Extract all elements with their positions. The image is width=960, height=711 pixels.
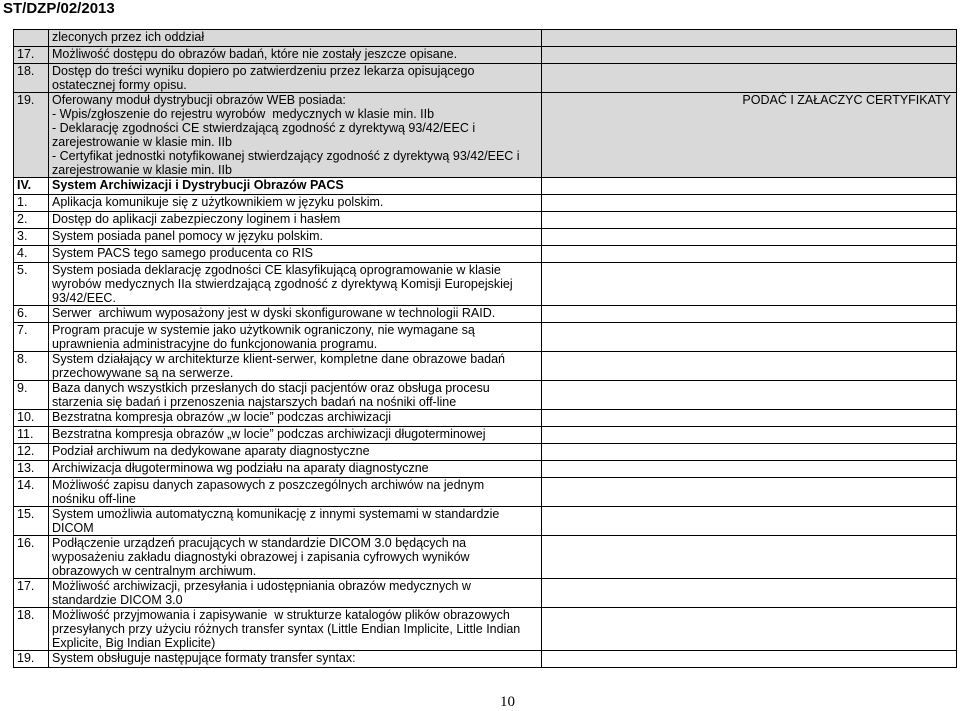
requirement-line: Archiwizacja długoterminowa wg podziału na aparaty diagnostyczne xyxy=(52,461,429,475)
note-cell xyxy=(542,507,957,536)
requirement-text xyxy=(49,93,542,178)
item-number: 9. xyxy=(14,381,49,410)
requirement-line: obrazowych w centralnym archiwum. xyxy=(52,564,257,578)
requirement-line: nośniku off-line xyxy=(52,492,136,506)
item-number: 3. xyxy=(14,229,49,246)
requirement-line: Możliwość przyjmowania i zapisywanie w strukturze katalogów plików obrazowych xyxy=(52,608,510,622)
requirement-text xyxy=(49,536,542,579)
note-cell xyxy=(542,246,957,263)
note-cell xyxy=(542,352,957,381)
requirement-line: wyposażeniu zakładu diagnostyki obrazowej i zapisania cyfrowych wyników xyxy=(52,550,470,564)
requirement-line: zarejestrowanie w klasie min. IIb xyxy=(52,163,232,177)
requirement-line: Aplikacja komunikuje się z użytkownikiem w języku polskim. xyxy=(52,195,384,209)
requirement-text xyxy=(49,30,542,47)
table-row xyxy=(14,507,957,536)
requirement-text xyxy=(49,478,542,507)
requirement-text xyxy=(49,381,542,410)
table-row xyxy=(14,608,957,651)
item-number: 17. xyxy=(14,579,49,608)
table-row xyxy=(14,306,957,323)
requirement-text xyxy=(49,306,542,323)
requirement-line: zleconych przez ich oddział xyxy=(52,30,205,44)
requirement-text xyxy=(49,427,542,444)
table-row xyxy=(14,229,957,246)
requirement-line: przechowywane są na serwerze. xyxy=(52,366,234,380)
item-number: 16. xyxy=(14,536,49,579)
note-cell xyxy=(542,579,957,608)
specification-table xyxy=(13,29,957,668)
note-cell xyxy=(542,30,957,47)
table-row xyxy=(14,64,957,93)
requirement-line: Baza danych wszystkich przesłanych do stacji pacjentów oraz obsługa procesu xyxy=(52,381,490,395)
table-row xyxy=(14,93,957,178)
table-row xyxy=(14,427,957,444)
note-text: PODAĆ I ZAŁACZYC CERTYFIKATY xyxy=(742,93,951,107)
note-cell xyxy=(542,608,957,651)
item-number: IV. xyxy=(14,178,49,195)
item-number: 17. xyxy=(14,47,49,64)
requirement-line: - Deklarację zgodności CE stwierdzającą zgodność z dyrektywą 93/42/EEC i xyxy=(52,121,476,135)
requirement-line: starzenia się badań i przenoszenia najstarszych badań na nośniki off-line xyxy=(52,395,457,409)
requirement-line: Program pracuje w systemie jako użytkownik ograniczony, nie wymagane są xyxy=(52,323,475,337)
table-row xyxy=(14,651,957,668)
item-number: 8. xyxy=(14,352,49,381)
requirement-text xyxy=(49,608,542,651)
item-number: 1. xyxy=(14,195,49,212)
requirement-line: System działający w architekturze klient-serwer, kompletne dane obrazowe badań xyxy=(52,352,506,366)
table-row xyxy=(14,410,957,427)
requirement-text xyxy=(49,47,542,64)
table-row xyxy=(14,323,957,352)
note-cell xyxy=(542,195,957,212)
requirement-text xyxy=(49,579,542,608)
note-cell xyxy=(542,410,957,427)
requirement-text xyxy=(49,352,542,381)
requirement-text xyxy=(49,195,542,212)
note-cell xyxy=(542,229,957,246)
requirement-line: wyrobów medycznych IIa stwierdzającą zgodność z dyrektywą Komisji Europejskiej xyxy=(52,277,513,291)
requirement-line: Podłączenie urządzeń pracujących w standardzie DICOM 3.0 będących na xyxy=(52,536,467,550)
requirement-line: Dostęp do aplikacji zabezpieczony loginem i hasłem xyxy=(52,212,341,226)
table-row xyxy=(14,195,957,212)
item-number: 2. xyxy=(14,212,49,229)
table-row xyxy=(14,30,957,47)
requirement-line: uprawnienia administracyjne do funkcjonowania programu. xyxy=(52,337,378,351)
requirement-line: System posiada deklarację zgodności CE klasyfikującą oprogramowanie w klasie xyxy=(52,263,501,277)
requirement-line: Możliwość archiwizacji, przesyłania i udostępniania obrazów medycznych w xyxy=(52,579,471,593)
item-number: 6. xyxy=(14,306,49,323)
requirement-line: - Certyfikat jednostki notyfikowanej stwierdzający zgodność z dyrektywą 93/42/EEC i xyxy=(52,149,520,163)
requirement-line: zarejestrowanie w klasie min. IIb xyxy=(52,135,232,149)
requirement-line: standardzie DICOM 3.0 xyxy=(52,593,183,607)
note-cell xyxy=(542,64,957,93)
item-number: 19. xyxy=(14,93,49,178)
requirement-line: - Wpis/zgłoszenie do rejestru wyrobów medycznych w klasie min. IIb xyxy=(52,107,435,121)
note-cell xyxy=(542,212,957,229)
note-cell xyxy=(542,93,957,178)
requirement-line: Explicite, Big Indian Explicite) xyxy=(52,636,216,650)
requirement-line: Serwer archiwum wyposażony jest w dyski skonfigurowane w technologii RAID. xyxy=(52,306,496,320)
table-row xyxy=(14,579,957,608)
requirement-line: Podział archiwum na dedykowane aparaty diagnostyczne xyxy=(52,444,370,458)
note-cell xyxy=(542,478,957,507)
table-row xyxy=(14,461,957,478)
note-cell xyxy=(542,306,957,323)
table-row xyxy=(14,263,957,306)
table-row xyxy=(14,212,957,229)
requirement-line: System PACS tego samego producenta co RIS xyxy=(52,246,314,260)
requirement-line: Dostęp do treści wyniku dopiero po zatwierdzeniu przez lekarza opisującego xyxy=(52,64,475,78)
requirement-line: 93/42/EEC. xyxy=(52,291,116,305)
document-id: ST/DZP/02/2013 xyxy=(3,0,115,17)
table-row xyxy=(14,478,957,507)
requirement-text xyxy=(49,323,542,352)
requirement-line: Oferowany moduł dystrybucji obrazów WEB posiada: xyxy=(52,93,346,107)
requirement-text xyxy=(49,246,542,263)
item-number: 18. xyxy=(14,608,49,651)
requirement-text xyxy=(49,229,542,246)
item-number: 10. xyxy=(14,410,49,427)
table-row xyxy=(14,381,957,410)
table-row xyxy=(14,47,957,64)
note-cell xyxy=(542,536,957,579)
requirement-line: Możliwość zapisu danych zapasowych z poszczególnych archiwów na jednym xyxy=(52,478,485,492)
item-number: 13. xyxy=(14,461,49,478)
note-cell xyxy=(542,461,957,478)
note-cell xyxy=(542,381,957,410)
requirement-text xyxy=(49,410,542,427)
table-row xyxy=(14,352,957,381)
requirement-text xyxy=(49,263,542,306)
table-row xyxy=(14,444,957,461)
item-number: 4. xyxy=(14,246,49,263)
requirement-line: Bezstratna kompresja obrazów „w locie” podczas archiwizacji długoterminowej xyxy=(52,427,486,441)
requirement-text xyxy=(49,178,542,195)
requirement-line: System umożliwia automatyczną komunikację z innymi systemami w standardzie xyxy=(52,507,500,521)
item-number: 12. xyxy=(14,444,49,461)
item-number: 19. xyxy=(14,651,49,668)
note-cell xyxy=(542,263,957,306)
specification-table-body xyxy=(14,30,957,668)
requirement-text xyxy=(49,461,542,478)
item-number: 7. xyxy=(14,323,49,352)
requirement-text xyxy=(49,444,542,461)
item-number: 18. xyxy=(14,64,49,93)
requirement-text xyxy=(49,507,542,536)
requirement-line: System posiada panel pomocy w języku polskim. xyxy=(52,229,323,243)
section-header-row xyxy=(14,178,957,195)
requirement-text xyxy=(49,64,542,93)
item-number xyxy=(14,30,49,47)
item-number: 14. xyxy=(14,478,49,507)
requirement-line: Możliwość dostępu do obrazów badań, które nie zostały jeszcze opisane. xyxy=(52,47,458,61)
note-cell xyxy=(542,47,957,64)
note-cell xyxy=(542,178,957,195)
requirement-line: System obsługuje następujące formaty transfer syntax: xyxy=(52,651,356,665)
table-row xyxy=(14,246,957,263)
note-cell xyxy=(542,323,957,352)
requirement-line: Bezstratna kompresja obrazów „w locie” podczas archiwizacji xyxy=(52,410,392,424)
item-number: 11. xyxy=(14,427,49,444)
note-cell xyxy=(542,427,957,444)
requirement-line: DICOM xyxy=(52,521,94,535)
note-cell xyxy=(542,444,957,461)
item-number: 5. xyxy=(14,263,49,306)
requirement-line: ostatecznej formy opisu. xyxy=(52,78,187,92)
requirement-text xyxy=(49,651,542,668)
item-number: 15. xyxy=(14,507,49,536)
requirement-line: System Archiwizacji i Dystrybucji Obrazów PACS xyxy=(52,178,344,192)
requirement-line: przesyłanych przy użyciu różnych transfer syntax (Little Endian Implicite, Little Indian xyxy=(52,622,521,636)
note-cell xyxy=(542,651,957,668)
page-number: 10 xyxy=(500,694,515,710)
requirement-text xyxy=(49,212,542,229)
table-row xyxy=(14,536,957,579)
